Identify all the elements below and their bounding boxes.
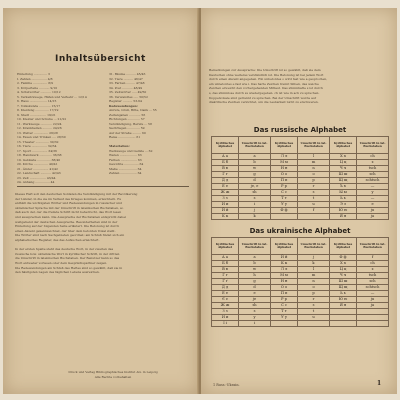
transliteration: p — [298, 178, 330, 184]
toc-entry: 22. Landschaft ........... 42/43 — [17, 171, 61, 175]
transliteration: ju — [357, 297, 389, 303]
cyrillic-letter: В в — [212, 166, 239, 172]
transliteration: sh — [239, 190, 271, 196]
cyrillic-letter: Я я — [329, 214, 356, 220]
toc-entry: 23. Zeit ................. 43/44 — [17, 175, 56, 180]
toc-entry: Anrufe, Gruß, Bitte, Dank ... 55 — [109, 108, 157, 112]
cyrillic-letter: У у — [270, 202, 297, 208]
cyrillic-letter: Ф ф — [329, 255, 356, 261]
preface-line: Dieses Heft soll den deutschen Soldaten die Verständigung mit der Bevölkerung — [15, 192, 138, 196]
cyrillic-letter: Б б — [212, 160, 239, 166]
cyrillic-letter: Ш ш — [329, 279, 356, 285]
toc-entry: 2. Familie ............... 8/9 — [17, 81, 54, 85]
transliteration: u — [298, 315, 330, 321]
toc-entry: I. Zahlen ................ 4/8 — [17, 76, 53, 81]
toc-entry: 6. Haus .................. 14/15 — [17, 99, 57, 103]
transliteration: h — [239, 273, 271, 279]
toc-title: Inhaltsübersicht — [55, 54, 146, 64]
column-header: Umschrift in lat. Buchstaben — [239, 238, 271, 255]
transliteration: ch — [357, 261, 389, 267]
transliteration: s — [298, 303, 330, 309]
transliteration: e — [239, 291, 271, 297]
transliteration: je, e — [239, 184, 271, 190]
preface-line: Die Redewendungen am Schluß des Heftes sind so gewählt, daß sie in — [15, 265, 123, 270]
toc-entry: 20. Kirche ............... 40/41 — [17, 162, 58, 166]
preface-line: enthält die wichtigsten Wörter und Redewendungen in russischer und — [15, 201, 122, 206]
toc-entry: Werkzeuge und Geräte ... 62 — [109, 148, 153, 153]
cyrillic-letter: Щ щ — [329, 285, 356, 291]
transliteration: i — [239, 321, 271, 327]
column-header: Kyrillisches Alphabet — [270, 238, 297, 255]
transliteration: r — [298, 297, 330, 303]
preface-line: den häufigsten Lagen des täglichen Lebens ausreichen. — [15, 270, 100, 275]
toc-entry: Verständigung, Berufe ... 58 — [109, 121, 152, 126]
transliteration: — — [357, 196, 389, 202]
cyrillic-letter: Х х — [329, 154, 356, 160]
cyrillic-letter: Я я — [329, 303, 356, 309]
toc-entry: Gewichte ............... 64 — [109, 162, 144, 166]
cyrillic-letter: Ы ы — [329, 190, 356, 196]
transliteration: w — [239, 267, 271, 273]
transliteration: o — [298, 285, 330, 291]
column-header: Kyrillisches Alphabet — [270, 137, 297, 154]
toc-entry: 11. Werkzeuge ............ 22/24 — [17, 121, 62, 126]
toc-entry: Register .......... 53-64 — [109, 99, 142, 103]
transliteration — [298, 214, 330, 220]
cyrillic-letter: Х х — [329, 261, 356, 267]
cyrillic-letter: Ж ж — [212, 190, 239, 196]
right-page — [201, 8, 397, 394]
transliteration: g — [239, 172, 271, 178]
transliteration: s — [239, 309, 271, 315]
preface-line: Einleitung auf der folgenden Seite erläutert. Die Betonung ist durch — [15, 224, 120, 229]
cyrillic-letter: Ц ц — [329, 267, 356, 273]
cyrillic-letter: Н н — [270, 166, 297, 172]
column-header: Kyrillisches Alphabet — [329, 137, 356, 154]
pronunciation-line: Doppelvokale sind getrennt zu sprechen. Bei der Umschrift wurde auf — [209, 95, 316, 100]
transliteration: t — [298, 309, 330, 315]
transliteration: — — [357, 291, 389, 297]
preface-line: Die Wörter sind nach Sachgebieten geordnet; am Schluß findet sich ein — [15, 233, 125, 238]
transliteration — [357, 321, 389, 327]
toc-entry: Zeitangaben ............ 56 — [109, 112, 146, 117]
preface-line: In der ersten Spalte steht das deutsche Wort, in der zweiten das — [15, 247, 114, 252]
ukrainian-alphabet-title: Das ukrainische Alphabet — [249, 227, 351, 235]
toc-entry: Auf der Straße ......... 60 — [109, 130, 146, 135]
signature-mark: 1 Russ.-Ukrain. — [213, 383, 240, 387]
transliteration: je — [239, 297, 271, 303]
cyrillic-letter: З з — [212, 309, 239, 315]
russian-alphabet-section — [209, 126, 391, 220]
toc-entry: Sachfragen ............. 59 — [109, 126, 145, 130]
transliteration: k — [239, 214, 271, 220]
preface-line: einen Akzent gekennzeichnet, der über dem betonten Vokal steht. — [15, 228, 116, 233]
toc-entry: 16. Tiere ................ 32/34 — [17, 144, 57, 148]
left-page — [3, 8, 199, 394]
cyrillic-letter: Ч ч — [329, 166, 356, 172]
column-header: Umschrift in lat. Buchstaben — [357, 137, 389, 154]
transliteration: s — [298, 190, 330, 196]
pronunciation-line: s, das stimmlose durch ss wiedergegeben. ch ist wie in ach zu sprechen. — [209, 90, 320, 95]
transliteration: m — [298, 273, 330, 279]
cyrillic-letter: Ь ь — [329, 196, 356, 202]
transliteration: z — [357, 160, 389, 166]
preface-line: daß auch der, der die fremde Schrift nicht beherrscht, das Wort lesen — [15, 210, 122, 215]
cyrillic-letter: Д д — [212, 178, 239, 184]
toc-entry: Materialien: — [109, 144, 130, 148]
cyrillic-letter: Ф ф — [270, 208, 297, 214]
cyrillic-letter: Н н — [270, 279, 297, 285]
transliteration: n — [298, 166, 330, 172]
preface-line: alphabetisches Register, das das Aufsuchen erleichtert. — [15, 237, 100, 242]
imprint-line: Alle Rechte vorbehalten — [94, 374, 132, 379]
cyrillic-letter: І і — [212, 321, 239, 327]
transliteration: sch — [357, 172, 389, 178]
toc-column-2 — [109, 72, 195, 176]
cyrillic-letter: У у — [270, 315, 297, 321]
toc-entry: 35. Zeitwörter ..... 49/50 — [109, 90, 147, 94]
transliteration: o — [298, 172, 330, 178]
transliteration: j — [298, 255, 330, 261]
toc-entry: Maße ................... 64 — [109, 166, 142, 171]
cyrillic-letter: Л л — [270, 154, 297, 160]
column-header: Kyrillisches Alphabet — [212, 137, 239, 154]
table-row — [212, 214, 389, 220]
cyrillic-letter: С с — [270, 303, 297, 309]
ukrainian-alphabet-section — [209, 227, 391, 327]
toc-entry: 5. Verkehrswege, Häfen und Verkehr ... 12/14 — [17, 94, 87, 99]
transliteration: d — [239, 285, 271, 291]
preface-line: weitgehend der deutschen Aussprache. Besonderheiten sind in der — [15, 219, 118, 224]
transliteration: ja — [357, 214, 389, 220]
transliteration: sh — [239, 303, 271, 309]
cyrillic-letter: З з — [212, 196, 239, 202]
column-header: Kyrillisches Alphabet — [329, 238, 356, 255]
transliteration: r — [298, 184, 330, 190]
transliteration: j — [239, 208, 271, 214]
transliteration: l — [298, 267, 330, 273]
cyrillic-letter: Т т — [270, 309, 297, 315]
transliteration: m — [298, 160, 330, 166]
toc-entry: Einleitung .............. 3 — [17, 72, 50, 76]
toc-entry: 15. Theater .............. 30/32 — [17, 139, 59, 144]
russian-alphabet-title: Das russische Alphabet — [253, 126, 347, 134]
cyrillic-letter — [270, 214, 297, 220]
cyrillic-letter: В в — [212, 267, 239, 273]
toc-entry: 13. Wetter ............... 26/28 — [17, 130, 58, 135]
transliteration: w — [239, 166, 271, 172]
cyrillic-letter: И и — [212, 315, 239, 321]
cyrillic-letter: Е е — [212, 291, 239, 297]
cyrillic-letter: М м — [270, 160, 297, 166]
toc-entry: 32. Tiere .......... 46/47 — [109, 76, 143, 81]
transliteration: ja — [357, 303, 389, 309]
imprint-line: Druck und Verlag Bibliographisches Institut AG. in Leipzig — [68, 370, 158, 374]
toc-entry: 33. Farben ......... 47/48 — [109, 81, 145, 85]
cyrillic-letter: Ґ ґ — [212, 279, 239, 285]
preface-line: die Umschrift in lateinischen Buchstaben. Der Benutzer kann so das — [15, 256, 120, 261]
toc-entry: 3. Körperteile ........... 9/10 — [17, 85, 58, 90]
transliteration: l — [298, 154, 330, 160]
transliteration: k — [298, 261, 330, 267]
page-number: 1 — [377, 380, 382, 387]
transliteration: b — [239, 261, 271, 267]
toc-entry: Reise .................. 61 — [109, 135, 141, 139]
divider — [17, 186, 189, 187]
cyrillic-letter: Ш ш — [329, 172, 356, 178]
cyrillic-letter: С с — [270, 190, 297, 196]
toc-entry: 34. Post ........... 48/49 — [109, 85, 143, 90]
transliteration: a — [239, 255, 271, 261]
transliteration: t — [298, 196, 330, 202]
toc-entry: 10. Kleider und Schuhe ... 21/22 — [17, 117, 67, 121]
transliteration: ch — [357, 154, 389, 160]
transliteration: d — [239, 178, 271, 184]
cyrillic-letter — [270, 321, 297, 327]
toc-entry: Waren .................. 63 — [109, 153, 142, 157]
cyrillic-letter: Г г — [212, 273, 239, 279]
transliteration: tsch — [357, 273, 389, 279]
cyrillic-letter: Ъ ъ — [329, 184, 356, 190]
cyrillic-letter: Ь ь — [329, 291, 356, 297]
column-header: Kyrillisches Alphabet — [212, 238, 239, 255]
cyrillic-letter: О о — [270, 285, 297, 291]
column-header: Umschrift in lat. Buchstaben — [298, 238, 330, 255]
transliteration: p — [298, 291, 330, 297]
transliteration: y — [357, 190, 389, 196]
transliteration: sch — [357, 279, 389, 285]
preface-line: und aussprechen kann. Die Aussprache der Buchstaben entspricht dabei — [15, 214, 126, 219]
cyrillic-letter — [329, 321, 356, 327]
cyrillic-letter: К к — [270, 261, 297, 267]
toc-entry: 24. Anhang ............... 44 — [17, 180, 55, 184]
ukrainian-alphabet-table — [211, 237, 389, 327]
column-header: Umschrift in lat. Buchstaben — [357, 238, 389, 255]
cyrillic-letter: А а — [212, 255, 239, 261]
cyrillic-letter: П п — [270, 291, 297, 297]
preface-line: ukrainischer Sprache mit der Umschrift in lateinischen Buchstaben, so — [15, 205, 124, 210]
transliteration: schtsch — [357, 178, 389, 184]
preface-line: der Länder, in die sie im Verlauf des Krieges kommen, erleichtern. Es — [15, 196, 122, 201]
cyrillic-letter: Э э — [329, 202, 356, 208]
preface-line: russische bzw. ukrainische Wort in kyrillischer Schrift, in der dritten — [15, 251, 120, 256]
russian-alphabet-table — [211, 136, 389, 220]
transliteration: — — [357, 184, 389, 190]
cyrillic-letter: Ц ц — [329, 160, 356, 166]
pronunciation-notes — [209, 68, 391, 105]
toc-entry: Redewendungen: — [109, 103, 138, 108]
imprint — [43, 370, 183, 379]
toc-entry: 31. Bäume .......... 45/46 — [109, 72, 146, 76]
toc-entry: 17. Sport ................ 34/36 — [17, 148, 57, 153]
cyrillic-letter: И и — [212, 202, 239, 208]
cyrillic-letter: М м — [270, 273, 297, 279]
cyrillic-letter: Ж ж — [212, 303, 239, 309]
transliteration: i — [239, 202, 271, 208]
transliteration: n — [298, 279, 330, 285]
toc-entry: 19. Gebäude .............. 38/40 — [17, 157, 61, 162]
cyrillic-letter: А а — [212, 154, 239, 160]
cyrillic-letter: П п — [270, 178, 297, 184]
transliteration: f — [298, 208, 330, 214]
toc-entry: 7. Volkskunde ............ 15/17 — [17, 103, 61, 108]
cyrillic-letter: Р р — [270, 184, 297, 190]
transliteration: a — [239, 154, 271, 160]
transliteration: ju — [357, 208, 389, 214]
cyrillic-letter: Е е — [212, 184, 239, 190]
cyrillic-letter: Д д — [212, 285, 239, 291]
transliteration: schtsch — [357, 285, 389, 291]
cyrillic-letter: Г г — [212, 172, 239, 178]
transliteration: e — [357, 202, 389, 208]
cyrillic-letter: Б б — [212, 261, 239, 267]
cyrillic-letter: Й й — [270, 255, 297, 261]
cyrillic-letter: Р р — [270, 297, 297, 303]
transliteration: y — [239, 315, 271, 321]
pronunciation-line: diakritische Zeichen verzichtet, um die Lesbarkeit nicht zu erschweren. — [209, 100, 319, 105]
cyrillic-letter: Л л — [270, 267, 297, 273]
toc-entry: 36. Verwandtes ..... 50/52 — [109, 94, 148, 99]
toc-entry: 8. Kleidung .............. 17/19 — [17, 108, 59, 112]
toc-entry: Farben ................. 63 — [109, 157, 142, 162]
column-header: Umschrift in lat. Buchstaben — [298, 137, 330, 154]
toc-entry: 9. Stadt ................. 19/21 — [17, 112, 56, 117]
toc-entry: 14. Essen und Trinken .... 28/30 — [17, 135, 66, 139]
table-row — [212, 321, 389, 327]
toc-column-1 — [17, 72, 105, 185]
cyrillic-letter: Ю ю — [329, 297, 356, 303]
transliteration — [298, 321, 330, 327]
transliteration: z — [357, 267, 389, 273]
cyrillic-letter: Щ щ — [329, 178, 356, 184]
transliteration: u — [298, 202, 330, 208]
transliteration: s — [239, 196, 271, 202]
transliteration: b — [239, 160, 271, 166]
preface-text — [15, 192, 193, 275]
cyrillic-letter: К к — [212, 214, 239, 220]
toc-entry: 4. Schulwörter ........... 10/12 — [17, 90, 61, 94]
pronunciation-line: Zeichen erweicht den vorhergehenden Mitlaut. Das stimmhafte s ist durch — [209, 86, 323, 91]
pronunciation-line: Deutschen ohne weiteres verständlich ist. Die Betonung ist bei jedem Wort — [209, 72, 324, 77]
cyrillic-letter: О о — [270, 172, 297, 178]
transliteration: f — [357, 255, 389, 261]
preface-line: Wort entweder vorlesen oder dem Gesprächspartner zeigen. — [15, 260, 108, 265]
pronunciation-line: durch einen Akzent angegeben. Ein unbetontes o wird fast wie a gesprochen, — [209, 77, 328, 82]
cyrillic-letter: Ч ч — [329, 273, 356, 279]
pronunciation-line: Bemerkungen zur Aussprache: Die Umschrift ist so gewählt, daß sie dem — [209, 68, 321, 72]
pronunciation-line: ein unbetontes e fast wie i. Das harte Zeichen trennt Silben, das weiche — [209, 81, 319, 86]
cyrillic-letter: Ю ю — [329, 208, 356, 214]
column-header: Umschrift in lat. Buchstaben — [239, 137, 271, 154]
toc-entry: 12. Krankheiten .......... 24/26 — [17, 126, 62, 130]
toc-entry: 18. Handwerk ............. 36/38 — [17, 153, 62, 157]
cyrillic-letter: Й й — [212, 208, 239, 214]
transliteration: g — [239, 279, 271, 285]
cyrillic-letter: Т т — [270, 196, 297, 202]
transliteration: tsch — [357, 166, 389, 172]
toc-entry: 21. Ämter ................ 41/42 — [17, 166, 58, 171]
cyrillic-letter: Є є — [212, 297, 239, 303]
toc-entry: Richtungen ............. 57 — [109, 117, 145, 121]
toc-entry: Zahlen ................. 64 — [109, 171, 142, 175]
